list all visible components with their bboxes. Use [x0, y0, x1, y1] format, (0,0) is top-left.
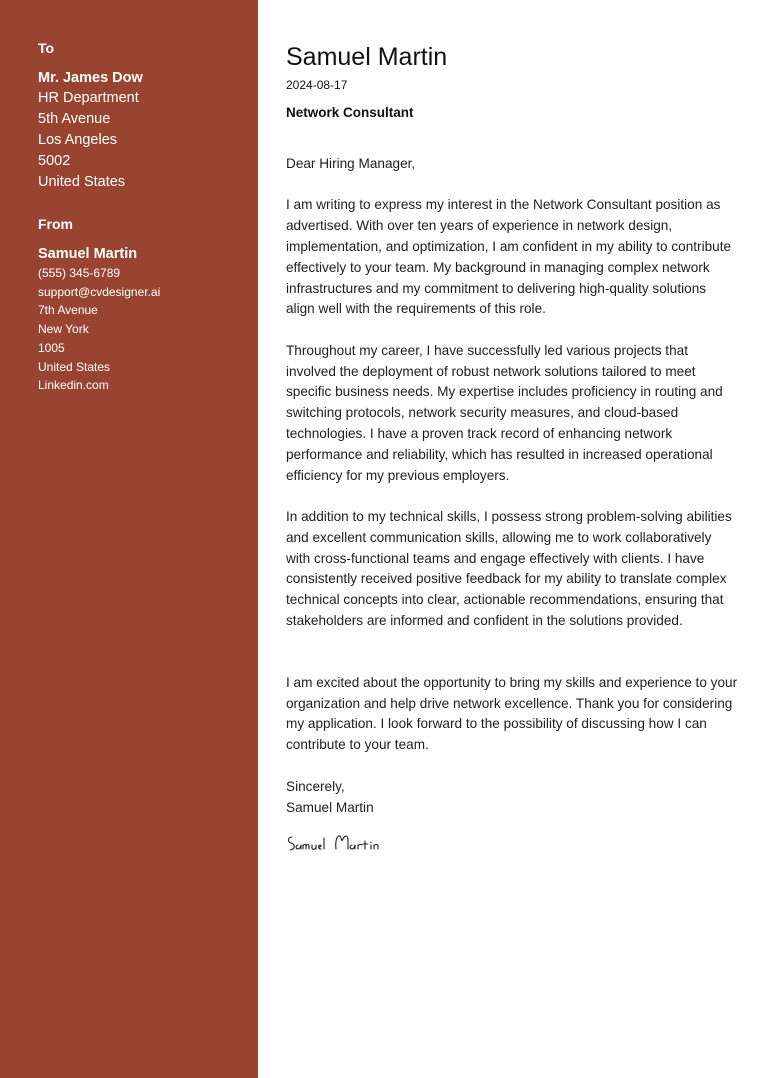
paragraph: I am excited about the opportunity to bring my skills and experience to your organization and help drive network excellence. Thank you for considering my application. I look forward to the possibility of discussing how I can contribute to your team.: [286, 674, 738, 753]
recipient-name: Mr. James Dow: [38, 70, 143, 86]
sender-zip: 1005: [38, 340, 65, 355]
closing: [286, 777, 738, 819]
paragraph: I am writing to express my interest in the Network Consultant position as advertised. With over ten years of experience in network design, implementation, and optimization, I am confident in my ability to contribute effectively to your team. My background in managing complex network infrastructures and my commitment to delivering high-quality solutions align well with the requirements of this role.: [286, 197, 732, 317]
closing-word: Sincerely,: [286, 778, 345, 794]
recipient-department: HR Department: [38, 90, 139, 106]
sender-street: 7th Avenue: [38, 303, 98, 318]
sidebar: [0, 0, 258, 1078]
sender-country: United States: [38, 359, 111, 374]
paragraph: Throughout my career, I have successfully led various projects that involved the deployment of robust network solutions tailored to meet specific business needs. My expertise includes proficiency in routing and switching protocols, network security measures, and cloud-based technologies. I have a proven track record of enhancing network performance and reliability, which has resulted in increased operational efficiency for my previous employers.: [286, 342, 723, 483]
to-heading: To: [38, 40, 55, 56]
greeting: Dear Hiring Manager,: [286, 156, 416, 171]
letter-body: [286, 41, 738, 857]
recipient-city: Los Angeles: [38, 132, 118, 148]
paragraph: In addition to my technical skills, I possess strong problem-solving abilities and excellent communication skills, allowing me to work collaboratively with cross-functional teams and engage effectively with clients. I have consistently received positive feedback for my ability to translate complex technical concepts into clear, actionable recommendations, ensuring that stakeholders are informed and confident in the solutions provided.: [286, 508, 732, 628]
from-heading: From: [38, 216, 73, 232]
sender-email: support@cvdesigner.ai: [38, 284, 161, 299]
recipient-street: 5th Avenue: [38, 111, 111, 127]
sender-linkedin: Linkedin.com: [38, 378, 109, 393]
signature-graphic: [286, 829, 406, 857]
recipient-zip: 5002: [38, 153, 71, 169]
sender-city: New York: [38, 322, 89, 337]
signature: [286, 829, 738, 857]
sender-name: Samuel Martin: [38, 246, 138, 262]
recipient-country: United States: [38, 174, 126, 190]
sender-phone: (555) 345-6789: [38, 266, 121, 280]
applicant-name: Samuel Martin: [286, 43, 448, 71]
closing-name: Samuel Martin: [286, 799, 374, 815]
letter-date: 2024-08-17: [286, 78, 348, 92]
job-title: Network Consultant: [286, 105, 414, 120]
sidebar-content: [38, 39, 248, 395]
